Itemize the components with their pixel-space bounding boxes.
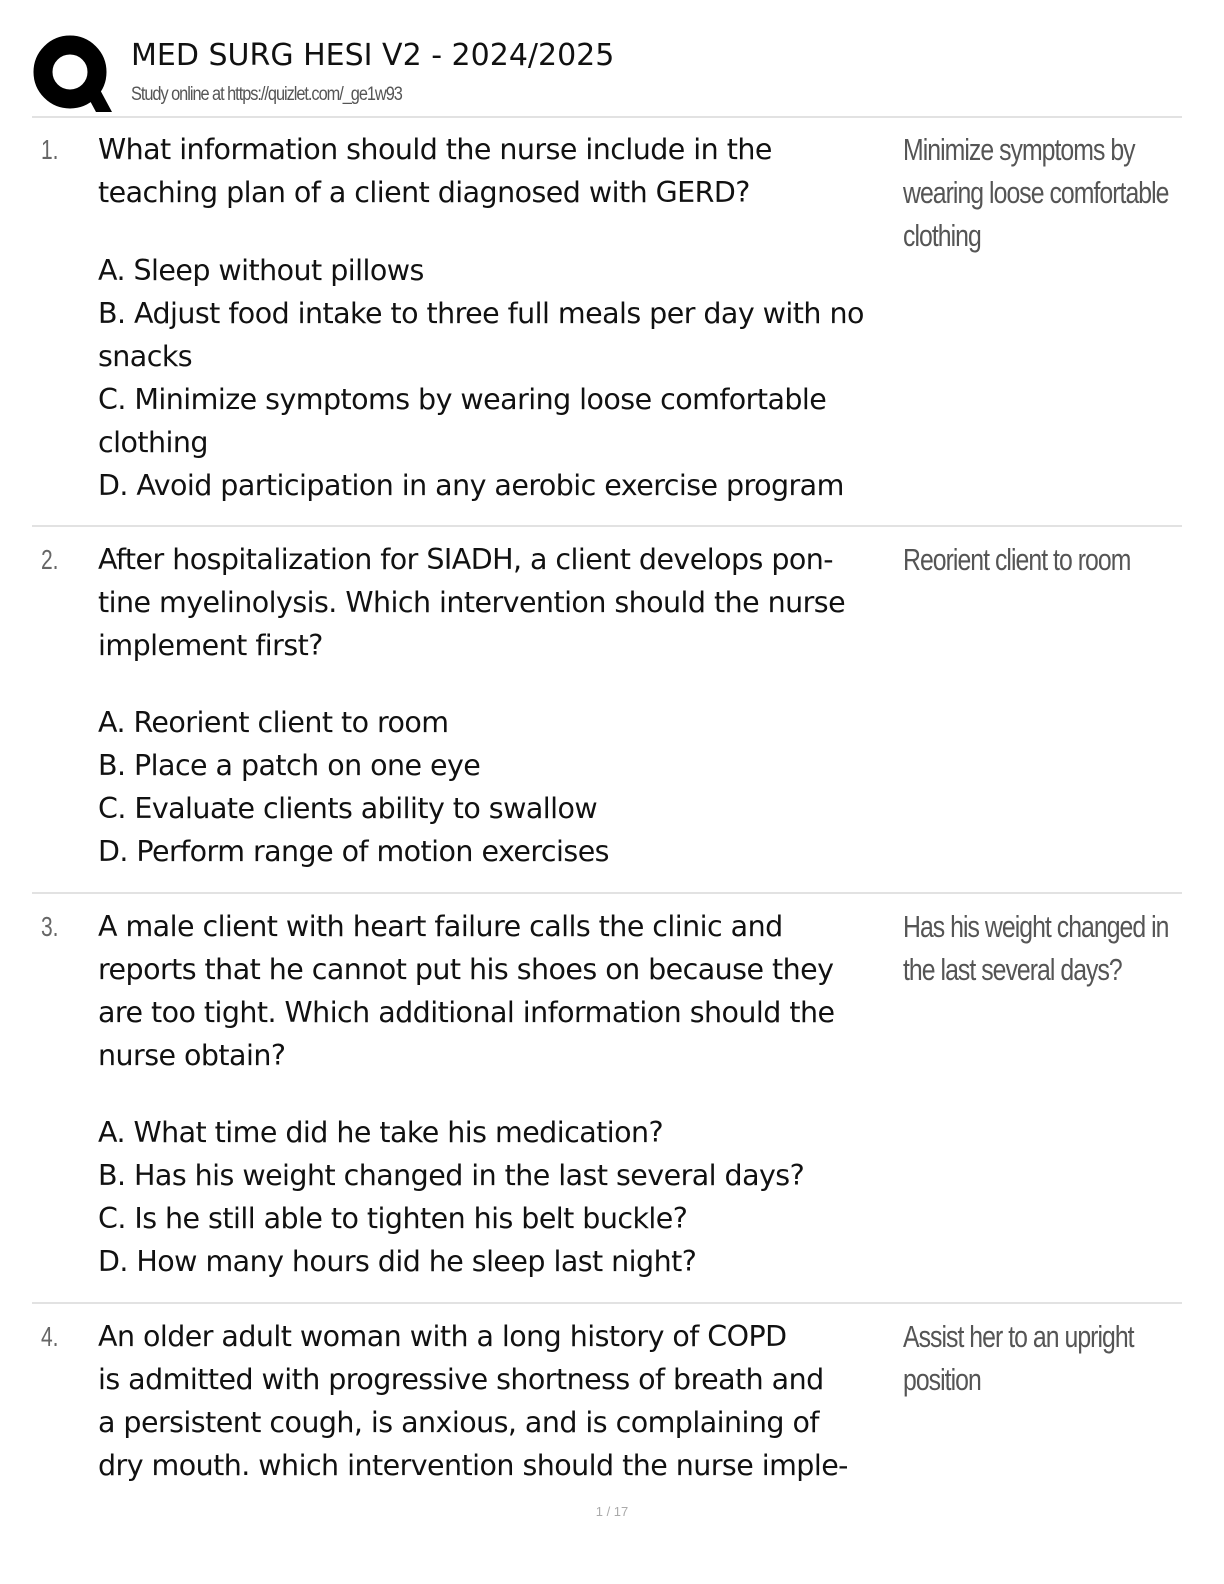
answer-text: Has his weight changed in the last several days? xyxy=(903,909,1169,987)
option-d: D. How many hours did he sleep last night? xyxy=(98,1245,697,1278)
card-divider xyxy=(32,1302,1182,1304)
question-line: teaching plan of a client diagnosed with GERD? xyxy=(98,176,750,209)
question-line: a persistent cough, is anxious, and is complaining of xyxy=(98,1406,819,1439)
card-divider xyxy=(32,892,1182,894)
option-a: A. Reorient client to room xyxy=(98,706,449,739)
document-title: MED SURG HESI V2 - 2024/2025 xyxy=(131,38,615,73)
question-text xyxy=(98,905,898,1077)
option-d: D. Avoid participation in any aerobic exercise program xyxy=(98,469,844,502)
question-text xyxy=(98,538,898,667)
question-line: What information should the nurse include in the xyxy=(98,133,772,166)
option-a: A. Sleep without pillows xyxy=(98,254,424,287)
option-b: B. Adjust food intake to three full meals per day with no snacks xyxy=(98,297,864,373)
question-line: are too tight. Which additional information should the xyxy=(98,996,835,1029)
question-line: dry mouth. which intervention should the nurse imple- xyxy=(98,1449,848,1482)
question-line: reports that he cannot put his shoes on because they xyxy=(98,953,834,986)
question-number: 4. xyxy=(41,1321,59,1352)
answer-text: Assist her to an upright position xyxy=(903,1319,1134,1397)
option-list xyxy=(98,1111,898,1283)
question-number: 3. xyxy=(41,911,59,942)
question-card-4 xyxy=(32,1315,1182,1495)
study-online-link[interactable]: Study online at https://quizlet.com/_ge1w93 xyxy=(131,84,402,105)
answer-text: Minimize symptoms by wearing loose comfortable clothing xyxy=(903,132,1169,253)
page-number: 1 / 17 xyxy=(595,1504,629,1519)
option-a: A. What time did he take his medication? xyxy=(98,1116,664,1149)
option-c: C. Is he still able to tighten his belt buckle? xyxy=(98,1202,688,1235)
question-text xyxy=(98,1315,898,1487)
option-c: C. Evaluate clients ability to swallow xyxy=(98,792,598,825)
header-divider xyxy=(32,116,1182,118)
question-line: nurse obtain? xyxy=(98,1039,286,1072)
option-b: B. Place a patch on one eye xyxy=(98,749,481,782)
answer-text: Reorient client to room xyxy=(903,542,1131,577)
question-number: 1. xyxy=(41,134,59,165)
card-divider xyxy=(32,525,1182,527)
quizlet-logo-icon xyxy=(32,34,112,114)
option-d: D. Perform range of motion exercises xyxy=(98,835,609,868)
option-b: B. Has his weight changed in the last several days? xyxy=(98,1159,805,1192)
option-list xyxy=(98,249,898,507)
option-list xyxy=(98,701,898,873)
question-number: 2. xyxy=(41,544,59,575)
question-card-1 xyxy=(32,128,1182,527)
question-text xyxy=(98,128,898,214)
question-line: After hospitalization for SIADH, a client develops pon- xyxy=(98,543,834,576)
question-line: An older adult woman with a long history of COPD xyxy=(98,1320,787,1353)
question-line: implement first? xyxy=(98,629,323,662)
question-line: A male client with heart failure calls the clinic and xyxy=(98,910,783,943)
question-line: tine myelinolysis. Which intervention should the nurse xyxy=(98,586,846,619)
question-card-3 xyxy=(32,905,1182,1304)
question-card-2 xyxy=(32,538,1182,894)
option-c: C. Minimize symptoms by wearing loose comfortable clothing xyxy=(98,383,827,459)
question-line: is admitted with progressive shortness of breath and xyxy=(98,1363,824,1396)
